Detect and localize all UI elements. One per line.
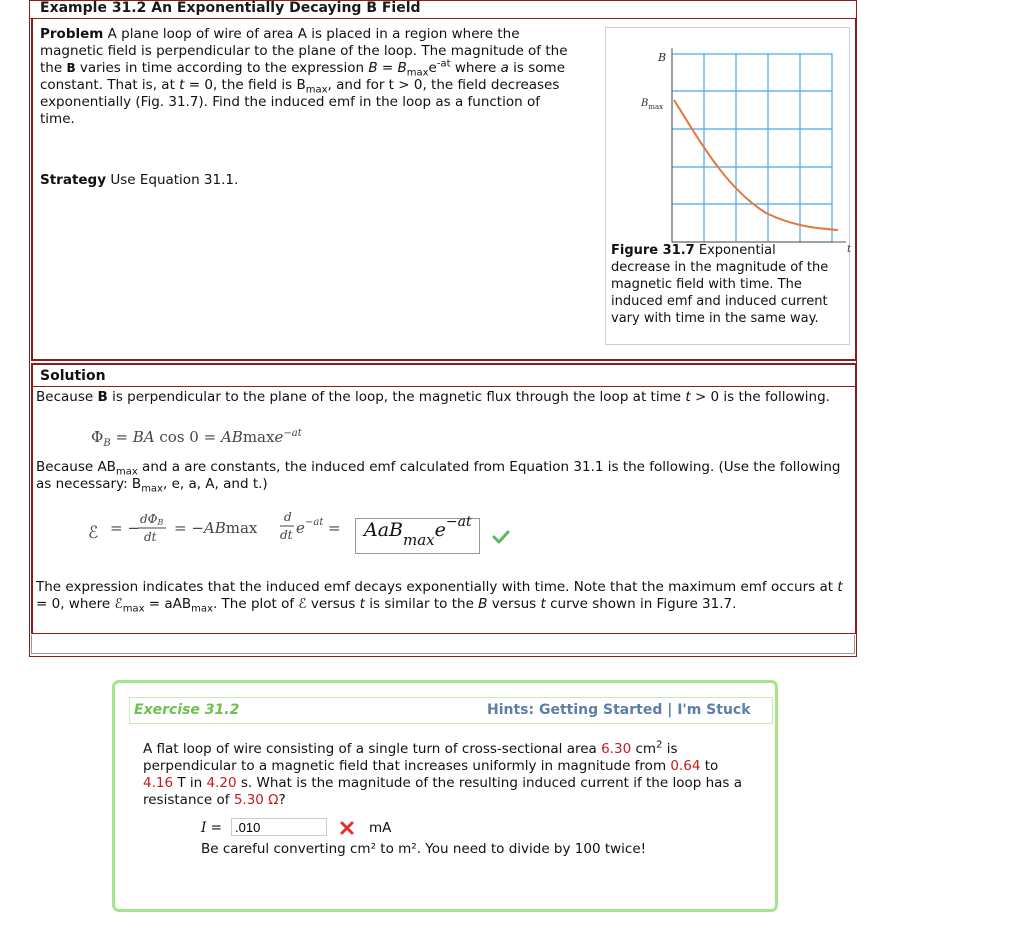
exercise-title: Exercise 31.2 (134, 702, 240, 718)
bmax-label (640, 98, 663, 111)
solution-text: > 0 is the following. (694, 389, 830, 405)
problem-text-part: , and for t > 0, the field decreases exponentially (Fig. 31.7). Find the induced emf in the loop as a function of time. (40, 77, 560, 127)
solution-text: is perpendicular to the plane of the loop, the magnetic flux through the loop at time (112, 389, 682, 405)
solution-var-t: t (359, 596, 365, 612)
feedback-message: Be careful converting cm² to m². You need to divide by 100 twice! (201, 841, 647, 857)
question-text: ? (278, 792, 286, 808)
grid-frame (672, 54, 832, 242)
answer-e: e (434, 519, 446, 541)
solution-text: and a are constants, the induced emf calculated from Equation 31.1 is the following. (Use the following as necessary: B (36, 459, 841, 492)
problem-text-part: A plane loop of wire of area A is placed in a region where the magnetic field is perpendicular to the plane of the loop. The magnitude of the (40, 26, 568, 59)
example-title: Example 31.2 An Exponentially Decaying B Field (40, 0, 421, 16)
eq-d: d (284, 510, 292, 524)
solution-text: . The plot of ℰ versus (212, 596, 356, 612)
exercise-question: A flat loop of wire consisting of a single turn of cross-sectional area 6.30 $cm^2$ is perpendicular to a magnetic field that increases uniformly in magnitude from 0.64 to 4.16 T in 4.20 s. What is the magnitude of the resulting induced current if the loop has a resistance of 5.30 Ω? (143, 739, 743, 808)
answer-sub: max (403, 530, 435, 549)
eq-sup: −at (305, 517, 324, 528)
subscript: max (115, 466, 138, 478)
example-panel (29, 0, 857, 657)
subscript: max (141, 483, 163, 495)
eq-middle: = −ABmax (174, 519, 258, 537)
current-input[interactable] (231, 818, 327, 836)
problem-e: e (428, 60, 437, 76)
answer-sup: −at (445, 513, 472, 530)
solution-paragraph-1 (36, 389, 846, 406)
incorrect-x-icon (339, 820, 355, 836)
subscript: max (406, 67, 429, 79)
given-area: 6.30 (601, 741, 632, 757)
problem-section (31, 19, 857, 361)
answer-main: AaB (364, 519, 404, 541)
problem-text-part: = 0, the field is B (188, 77, 306, 93)
given-b-initial: 0.64 (670, 758, 701, 774)
solution-paragraph-2 (36, 459, 846, 493)
strategy-text (40, 172, 238, 189)
solution-text: is similar to the (369, 596, 474, 612)
subscript: max (191, 603, 213, 615)
figure-caption (611, 242, 836, 327)
flux-equation (91, 428, 302, 449)
strategy-body: Use Equation 31.1. (110, 172, 239, 188)
emf-symbol: ℰ (88, 523, 99, 543)
flux-equation-render: $\Phi_B$ = BA cos 0 = ABmaxe$^{-at}$ (91, 428, 302, 449)
question-text: cm (635, 741, 657, 757)
solution-text: = 0, where ℰ (36, 596, 123, 612)
current-answer-row (201, 818, 721, 840)
solution-heading-bar (31, 363, 857, 387)
problem-bold-b: B (66, 61, 76, 75)
question-text: T in (177, 775, 203, 791)
solution-text: , e, a, A, and t.) (162, 476, 268, 492)
hints-links[interactable]: Hints: Getting Started | I'm Stuck (487, 702, 751, 718)
figure-caption-label: Figure 31.7 (611, 243, 695, 258)
answer-field[interactable] (355, 513, 480, 554)
solution-text: versus (491, 596, 537, 612)
eq-dt: dt (280, 528, 293, 542)
eq-equals: = (328, 519, 341, 537)
eq-denominator: dt (144, 530, 157, 544)
solution-paragraph-3 (36, 579, 846, 613)
question-text: to (704, 758, 719, 774)
current-unit: mA (369, 820, 392, 836)
question-text: s. What is the magnitude of the resulting induced current if the loop has a resistance of (143, 775, 743, 808)
checkmark-icon (492, 530, 510, 544)
given-resistance: 5.30 Ω (233, 792, 279, 808)
solution-heading: Solution (40, 368, 106, 384)
eq-numerator: dΦB (140, 512, 164, 527)
problem-text: Problem A plane loop of wire of area A is placed in a region where the magnetic field is perpendicular to the plane of the loop. The magnitude of the the B varies in time according to the expression $B = B_{max}e^{-at}$ where a is some constant. That is, at t = 0, the field is $B_{max}$, and for t > 0, the field decreases exponentially (Fig. 31.7). Find the induced emf in the loop as a function of time. (40, 26, 568, 127)
emf-equation (88, 505, 588, 555)
subscript: max (305, 84, 328, 96)
y-axis-label: B (658, 51, 667, 64)
problem-text-part: where (454, 60, 497, 76)
figure-caption-text: Exponential decrease in the magnitude of the magnetic field with time. The induced emf and induced current vary with time in the same way. (611, 243, 829, 326)
solution-text: The expression indicates that the induced emf decays exponentially with time. Note that the maximum emf occurs at (36, 579, 834, 595)
answer-value (364, 513, 472, 549)
eq-minus: = − (110, 519, 140, 537)
solution-bold-b: B (97, 389, 108, 405)
question-text: A flat loop of wire consisting of a single turn of cross-sectional area (143, 741, 597, 757)
figure-31-7 (605, 27, 850, 345)
subscript: max (122, 603, 145, 615)
solution-text: Because (36, 389, 94, 405)
problem-var-a: a (500, 60, 509, 76)
solution-var-t: t (837, 579, 843, 595)
solution-footer (31, 635, 855, 654)
example-title-bar (30, 1, 856, 19)
given-time: 4.20 (206, 775, 237, 791)
problem-expression: B = B (368, 60, 407, 76)
solution-section (31, 387, 857, 634)
problem-text-part: varies in time according to the expression (79, 60, 365, 76)
superscript: -at (436, 58, 451, 70)
strategy-label: Strategy (40, 172, 107, 188)
solution-text: curve shown in Figure 31.7. (550, 596, 737, 612)
decay-curve (674, 100, 838, 230)
current-label: I = (201, 820, 222, 836)
given-b-final: 4.16 (143, 775, 174, 791)
bmax-label-sub: max (648, 103, 664, 111)
problem-text-part: is some constant. That is, at (40, 60, 565, 93)
solution-text: = aAB (148, 596, 192, 612)
graph-grid (672, 54, 832, 242)
eq-e: e (296, 519, 305, 537)
problem-label: Problem (40, 26, 104, 42)
solution-var-t: t (540, 596, 546, 612)
exercise-panel (112, 680, 778, 912)
solution-var-b: B (478, 596, 488, 612)
solution-text: Because AB (36, 459, 116, 475)
x-axis-label: t (847, 244, 852, 255)
solution-var-t: t (685, 389, 691, 405)
question-text: is perpendicular to a magnetic field that increases uniformly in magnitude from (143, 741, 678, 774)
problem-var-t: t (179, 77, 185, 93)
bmax-label-main: B (641, 98, 649, 109)
exercise-header (129, 697, 773, 724)
